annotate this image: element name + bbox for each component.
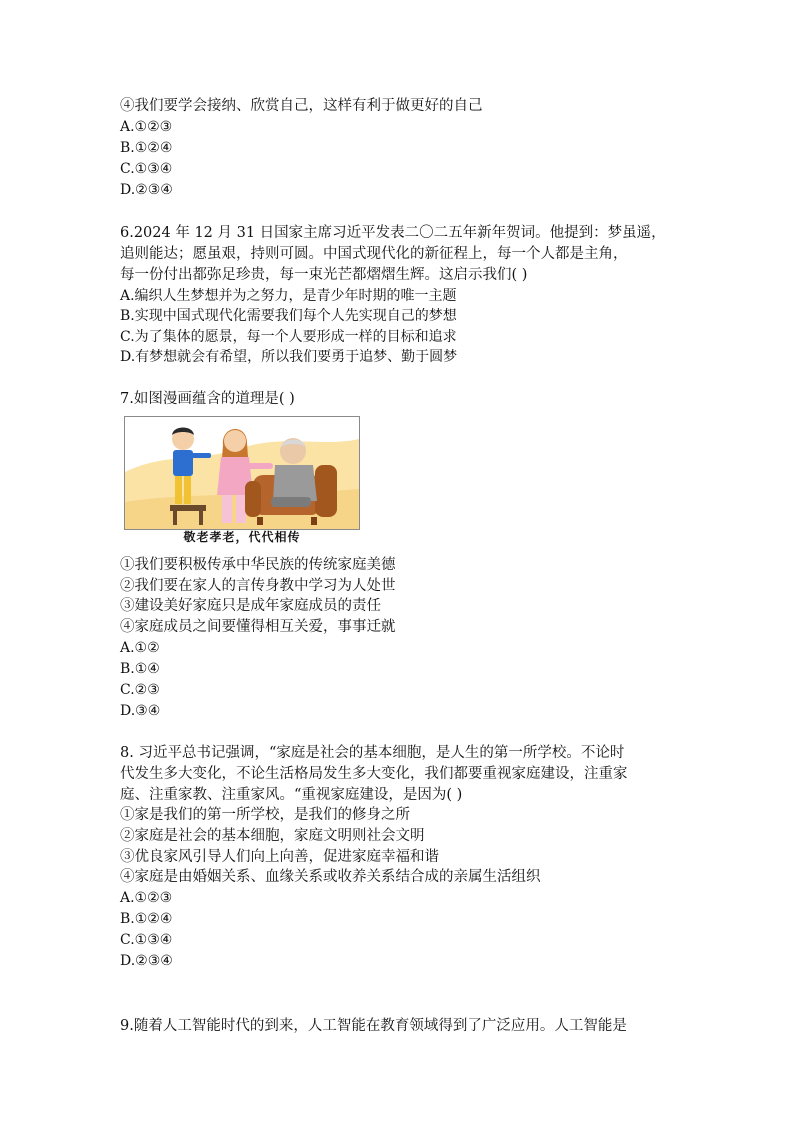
q7-option-d[interactable]: D.③④ [120, 703, 161, 719]
q8-statement-4: ④家庭是由婚姻关系、血缘关系或收养关系结合成的亲属生活组织 [120, 869, 541, 885]
q5-statement-4: ④我们要学会接纳、欣赏自己，这样有利于做更好的自己 [120, 98, 483, 114]
q7-option-b[interactable]: B.①④ [120, 661, 160, 677]
q8-stem-line-2: 代发生多大变化，不论生活格局发生多大变化，我们都要重视家庭建设，注重家 [120, 766, 628, 782]
q8-statement-1: ①家是我们的第一所学校，是我们的修身之所 [120, 807, 410, 823]
q7-statement-4: ④家庭成员之间要懂得相互关爱，事事迁就 [120, 619, 396, 635]
q8-option-c[interactable]: C.①③④ [120, 932, 173, 948]
q5-option-a[interactable]: A.①②③ [120, 119, 173, 135]
q8-option-a[interactable]: A.①②③ [120, 890, 173, 906]
q7-statement-3: ③建设美好家庭只是成年家庭成员的责任 [120, 598, 381, 614]
q6-stem-line-2: 追则能达；愿虽艰，持则可圆。中国式现代化的新征程上，每一个人都是主角， [120, 246, 628, 262]
q7-statement-1: ①我们要积极传承中华民族的传统家庭美德 [120, 557, 396, 573]
q8-stem-line-3: 庭、注重家教、注重家风。“重视家庭建设，是因为( ) [120, 787, 463, 803]
q8-option-b[interactable]: B.①②④ [120, 911, 173, 927]
q6-option-c[interactable]: C.为了集体的愿景，每一个人要形成一样的目标和追求 [120, 329, 457, 345]
q9-stem-line-1: 9.随着人工智能时代的到来，人工智能在教育领域得到了广泛应用。人工智能是 [120, 1018, 627, 1034]
q5-option-c[interactable]: C.①③④ [120, 161, 173, 177]
q7-option-c[interactable]: C.②③ [120, 682, 160, 698]
q6-option-d[interactable]: D.有梦想就会有希望，所以我们要勇于追梦、勤于圆梦 [120, 349, 458, 365]
cartoon-figure [124, 416, 360, 530]
cartoon-illustration [125, 417, 359, 529]
q5-option-d[interactable]: D.②③④ [120, 182, 173, 198]
cartoon-caption: 敬老孝老，代代相传 [183, 530, 301, 544]
q8-option-d[interactable]: D.②③④ [120, 953, 173, 969]
q7-option-a[interactable]: A.①② [120, 640, 160, 656]
q6-option-a[interactable]: A.编织人生梦想并为之努力，是青少年时期的唯一主题 [120, 288, 457, 304]
q7-stem: 7.如图漫画蕴含的道理是( ) [120, 391, 295, 407]
q8-stem-line-1: 8. 习近平总书记强调，“家庭是社会的基本细胞，是人生的第一所学校。不论时 [120, 745, 625, 761]
q7-statement-2: ②我们要在家人的言传身教中学习为人处世 [120, 578, 396, 594]
q8-statement-2: ②家庭是社会的基本细胞，家庭文明则社会文明 [120, 828, 425, 844]
q6-option-b[interactable]: B.实现中国式现代化需要我们每个人先实现自己的梦想 [120, 308, 457, 324]
q6-stem-line-3: 每一份付出都弥足珍贵，每一束光芒都熠熠生辉。这启示我们( ) [120, 267, 528, 283]
q6-stem-line-1: 6.2024 年 12 月 31 日国家主席习近平发表二〇二五年新年贺词。他提到：梦虽遥， [120, 225, 666, 241]
q8-statement-3: ③优良家风引导人们向上向善，促进家庭幸福和谐 [120, 849, 439, 865]
q5-option-b[interactable]: B.①②④ [120, 140, 173, 156]
